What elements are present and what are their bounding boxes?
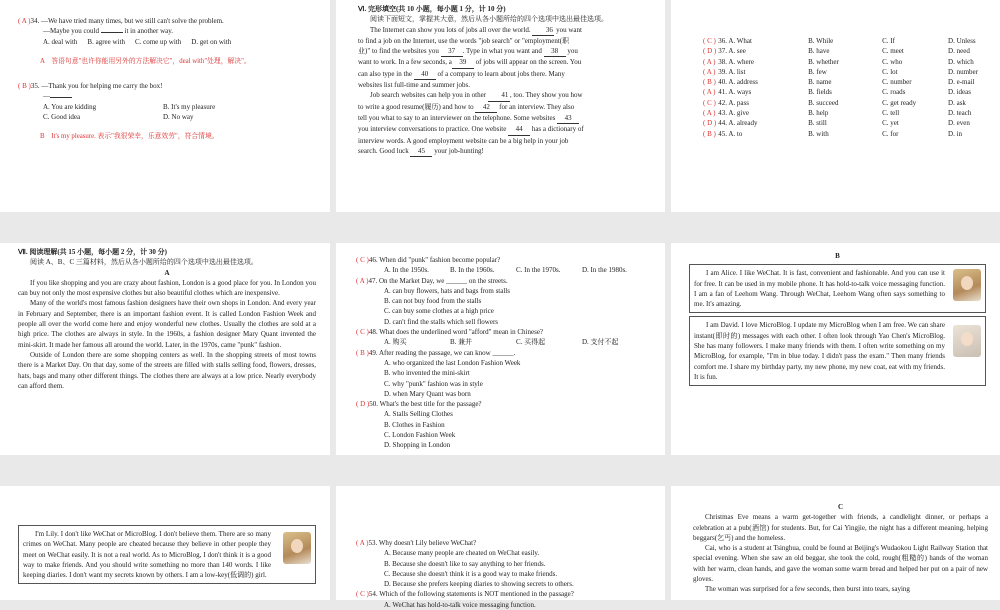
options-35: A. You are kidding B. It's my pleasure C. Good idea D. No way (43, 102, 216, 122)
explanation-34: A 答语句意"也许你能用另外的方法解决它"，deal with"处理，解决"。 (40, 57, 251, 65)
option: B. In the 1960s. (450, 266, 495, 275)
panel-reading-b: B I am Alice. I like WeChat. It is fast, convenient and fashionable. And you can use it for free. It can be used in my mobile phone. It has hold-to-talk voice messaging function. I am a fan of Leehom Wang. Through WeChat, Leehom Wang often says something to me. It's amazing. I am David. I love MicroBlog. I update my MicroBlog when I am free. We can share instant(即时的) messages with each other. I often look through Yao Chen's MicroBlog. She has many followers. I make many friends with them. I often write something on my MicroBlog, for example, "I'm in blue today. I didn't pass the exam." Then many friends comfort me. I share my birthday party, my new phone, my new coat, eat with my friends. It is fun. (671, 243, 1000, 455)
cloze-options-table (703, 36, 1000, 139)
lily-photo (283, 532, 311, 564)
alice-box: I am Alice. I like WeChat. It is fast, convenient and fashionable. And you can use it for free. It can be used in my mobile phone. It has hold-to-talk voice messaging function. I am a fan of Leehom Wang. Through WeChat, Leehom Wang often says something to me. It's amazing. (689, 264, 986, 313)
cloze-option-row: ( C ) 42. A. pass B. succeed C. get ready D. ask (703, 98, 966, 107)
panel-reading-c: C Christmas Eve means a warm get-together with friends, a candlelight dinner, or perhaps a celebration at a pub(酒馆) for students. But, for Cai Yingjie, the night has a different meaning, helping beggars(乞丐) and the homeless. Cai, who is a student at Tsinghua, could be found at Beijing's Wudaokou Light Railway Station that special evening. When she saw an old beggar, she took the cold, rough(粗糙的) hands of the woman with her warm, clean hands, and gave the woman some warm bread and helped her put on a pair of new gloves. The woman was surprised for a few seconds, then burst into tears, saying (671, 486, 1000, 600)
question-item: ( D )50. What's the best title for the passage? (356, 400, 482, 409)
explanation-35: B It's my pleasure. 表示"我很荣幸，乐意效劳"，符合情境。 (40, 133, 219, 141)
cloze-option-row: ( C ) 36. A. What B. While C. If D. Unless (703, 37, 976, 45)
panel-reading-a: Ⅶ. 阅读理解(共 15 小题，每小题 2 分，计 30 分) 阅读 A、B、C 三篇材料，然后从各小题所给的四个选项中选出最佳选项。 A If you like shopping and you are crazy about fashion, London is a good place for you. In London you can buy not only the most expensive clothes but also beautiful clothes which are inexpensive. Many of the world's most famous fashion designers have their own shops in London. And every year in February and September, there is an important fashion event. It is called London Fashion Week and people all over the world come here and enjoy wonderful new clothes. Usually the clothes are sold at a high price. The clothes are always in style. In the 1960s, a fashion designer Mary Quant invented the mini-skirt. It made her famous all around the world. Later, in the 1970s, came "punk" fashion. Outside of London there are some shopping centers as well. In the shopping streets of most towns there is a Market Day. On that day, some of the streets are filled with stalls selling food, flowers, dresses, hats, bags and many other different things. The clothes there are always at a low price. Nearly everybody can afford them. (0, 243, 330, 455)
option: C. can buy some clothes at a high price (384, 307, 494, 316)
panel-reading-b-lily (0, 486, 330, 600)
question-item: ( C )48. What does the underlined word "afford" mean in Chinese? (356, 328, 544, 337)
option: A. Because many people are cheated on WeChat easily. (384, 549, 540, 558)
option: D. can't find the stalls which sell flowers (384, 317, 499, 326)
panel-questions-46-50 (336, 243, 665, 455)
panel-questions-53-54 (336, 486, 665, 609)
question-35: ( B )35. —Thank you for helping me carry the box! (18, 82, 163, 91)
option: D. In the 1980s. (582, 266, 627, 275)
option: A. 购买 (384, 338, 407, 347)
cloze-option-row: ( A ) 38. A. where B. whether C. who D. which (703, 57, 974, 66)
option: A. Stalls Selling Clothes (384, 410, 453, 419)
option: B. Clothes in Fashion (384, 420, 445, 429)
option: B. can not buy food from the stalls (384, 297, 482, 306)
questions-46-50 (336, 243, 665, 451)
option: C. In the 1970s. (516, 266, 561, 275)
cloze-option-row: ( A ) 39. A. list B. few C. lot D. number (703, 67, 978, 76)
section-title: Ⅵ. 完形填空(共 10 小题，每小题 1 分，计 10 分) (358, 5, 506, 13)
alice-photo (953, 269, 981, 301)
lily-box: I'm Lily. I don't like WeChat or MicroBlog. I don't believe them. There are so many crimes on WeChat. Many people are cheated because they believe in other people they meet on WeChat easily. It is not a real world. As to MicroBlog, I don't think it is a good way to make friends. And you should write something no more than 140 words. I like keeping diaries. I don't want my secrets known by others. I am a low-key(低调的) girl. (18, 525, 316, 584)
panel-cloze: Ⅵ. 完形填空(共 10 小题，每小题 1 分，计 10 分) 阅读下面短文，掌握其大意，然后从各小题所给的四个选项中选出最佳选项。 The Internet can show you lots of jobs all over the world. 36 you want to find a job on the Internet, use the words "job search" or "employment(职 业)" to find the websites you 37 . Type in what you want and 38 you want to work. In a few seconds, a 39 of jobs will appear on the screen. You can also type in the 40 of a company to learn about jobs there. Many websites list full-time and summer jobs. Job search websites can help you in other 41 , too. They show you how to write a good resume(履历) and how to 42 for an interview. They also tell you what to say to an interviewer on the telephone. Some websites 43 you interview conversations to practice. One website 44 has a dictionary of interview words. A good employment website can be a big help in your job search. Good luck 45 your job-hunting! (336, 0, 665, 212)
option: A. In the 1950s. (384, 266, 429, 275)
option: D. Because she prefers keeping diaries to showing secrets to others. (384, 580, 574, 589)
option: A. WeChat has hold-to-talk voice messaging function. (384, 600, 536, 609)
option: D. Shopping in London (384, 441, 451, 450)
question-34: ( A )34. —We have tried many times, but we still can't solve the problem. (18, 17, 224, 25)
option: D. 支付不起 (582, 338, 619, 347)
question-item: ( C )46. When did "punk" fashion become popular? (356, 256, 501, 264)
cloze-option-row: ( A ) 41. A. ways B. fields C. roads D. ideas (703, 88, 971, 97)
option: A. can buy flowers, hats and bags from stalls (384, 286, 510, 295)
option: B. Because she doesn't like to say anything to her friends. (384, 559, 546, 568)
option: D. when Mary Quant was born (384, 389, 471, 398)
cloze-option-row: ( B ) 40. A. address B. name C. number D. e-mail (703, 78, 975, 87)
question-item: ( A )47. On the Market Day, we ______ on the streets. (356, 276, 508, 285)
option: B. who invented the mini-skirt (384, 369, 470, 378)
question-item: ( C )54. Which of the following statements is NOT mentioned in the passage? (356, 590, 574, 599)
option: B. 兼并 (450, 338, 473, 347)
option: A. who organized the last London Fashion Week (384, 358, 521, 367)
option: C. why "punk" fashion was in style (384, 379, 483, 388)
option: C. 买得起 (516, 338, 546, 347)
panel-cloze-options (671, 0, 1000, 212)
option: C. Because she doesn't think it is a good way to make friends. (384, 569, 558, 578)
david-box: I am David. I love MicroBlog. I update my MicroBlog when I am free. We can share instant(即时的) messages with each other. I often look through Yao Chen's MicroBlog. She has many followers. I make many friends with them. I often write something on my MicroBlog, for example, "I'm in blue today. I didn't pass the exam." Then many friends comfort me. I share my birthday party, my new phone, my new coat, eat with my friends. It is fun. (689, 316, 986, 386)
panel-q34-35: ( A )34. —We have tried many times, but we still can't solve the problem. —Maybe you could it in another way. A. deal with B. agree with C. come up with D. get on with A 答语句意"也许你能用另外的方法解决它"，deal with"处理，解决"。 ( B )35. —Thank you for helping me carry the box! — A. You are kidding B. It's my pleasure C. Good idea D. No way B It's my pleasure. 表示"我很荣幸，乐意效劳"，符合情境。 (0, 0, 330, 212)
cloze-option-row: ( B ) 45. A. to B. with C. for D. in (703, 129, 963, 138)
question-item: ( B )49. After reading the passage, we can know ______. (356, 348, 516, 357)
questions-53-54 (336, 486, 665, 610)
question-item: ( A )53. Why doesn't Lily believe WeChat? (356, 539, 477, 547)
cloze-option-row: ( A ) 43. A. give B. help C. tell D. teach (703, 109, 972, 118)
cloze-option-row: ( D ) 44. A. already B. still C. yet D. even (703, 119, 970, 128)
cloze-option-row: ( D ) 37. A. see B. have C. meet D. need (703, 47, 970, 56)
david-photo (953, 325, 981, 357)
option: C. London Fashion Week (384, 431, 456, 440)
options-34: A. deal with B. agree with C. come up with D. get on with (43, 37, 232, 46)
